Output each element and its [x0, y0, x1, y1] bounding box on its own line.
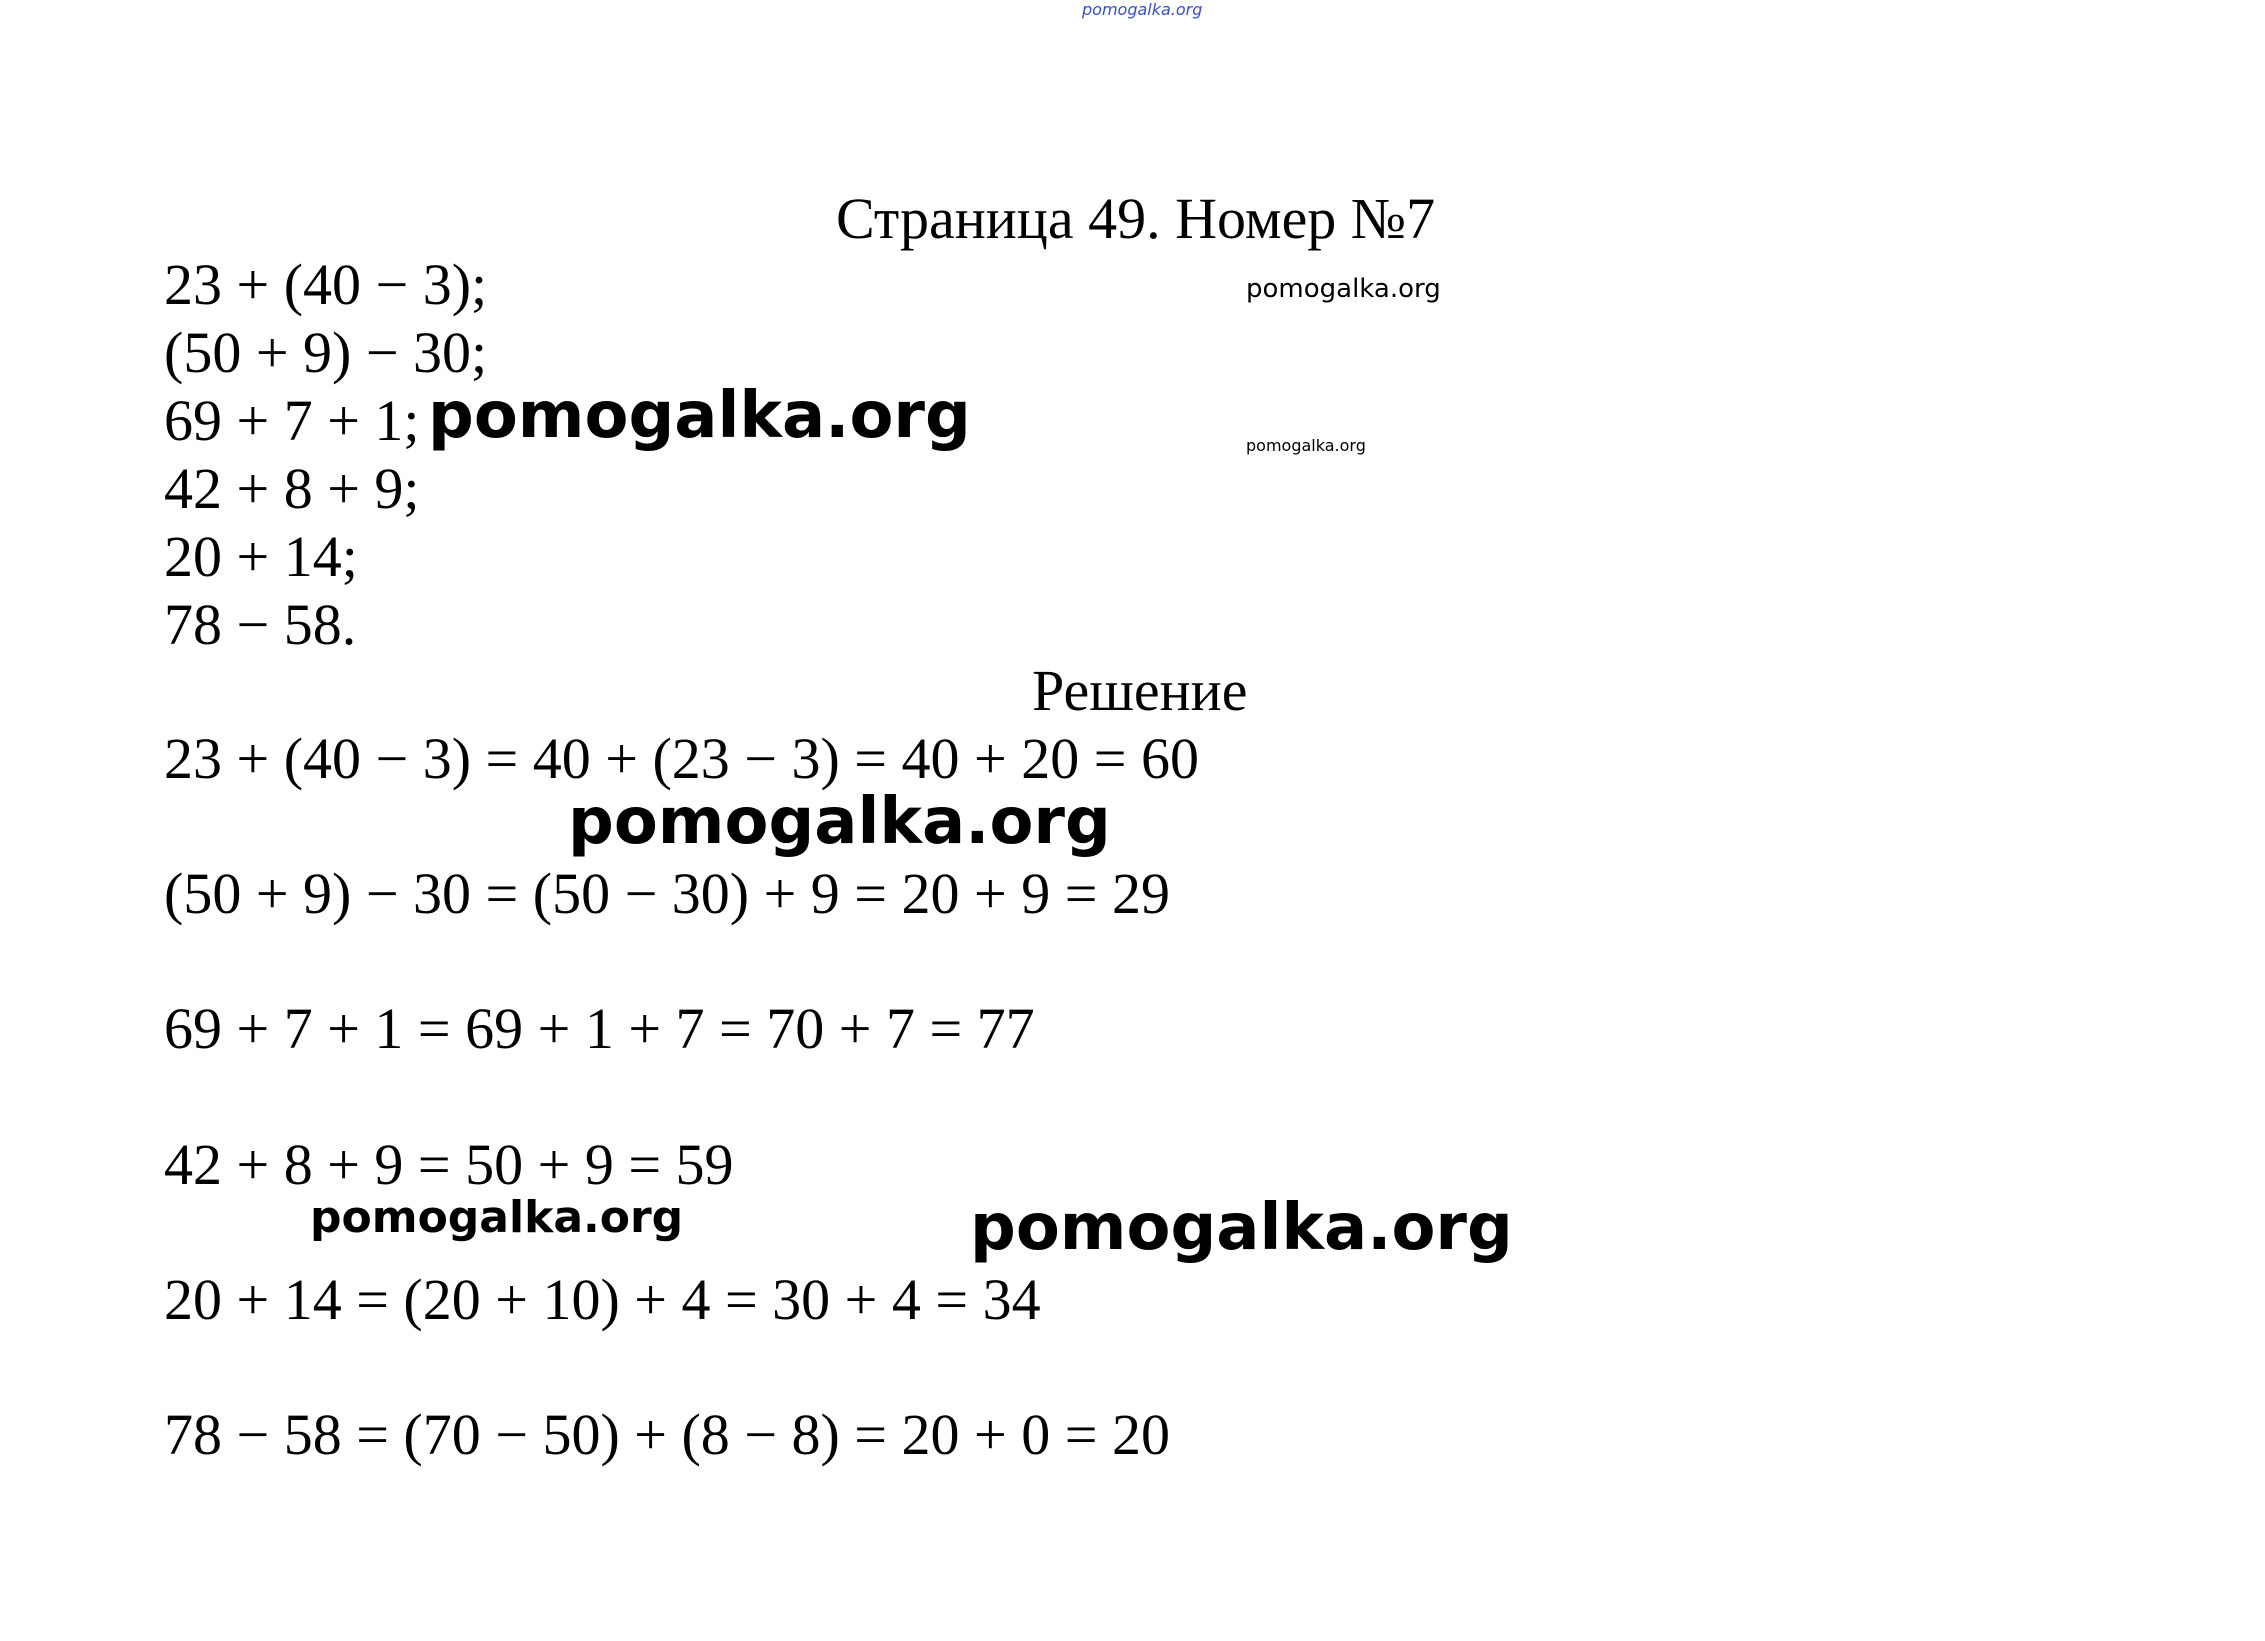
watermark-top: pomogalka.org — [1082, 0, 1203, 19]
watermark-tiny-right: pomogalka.org — [1246, 436, 1366, 455]
task-line-4: 42 + 8 + 9; — [164, 456, 420, 521]
solution-line-6: 78 − 58 = (70 − 50) + (8 − 8) = 20 + 0 = 20 — [164, 1402, 1170, 1467]
solution-line-1: 23 + (40 − 3) = 40 + (23 − 3) = 40 + 20 = 60 — [164, 726, 1199, 791]
watermark-large-1: pomogalka.org — [428, 379, 971, 453]
solution-heading: Решение — [1032, 658, 1248, 723]
watermark-medium-left: pomogalka.org — [310, 1192, 684, 1243]
page-title: Страница 49. Номер №7 — [836, 186, 1436, 251]
watermark-large-3: pomogalka.org — [970, 1191, 1513, 1265]
task-line-5: 20 + 14; — [164, 524, 358, 589]
solution-line-3: 69 + 7 + 1 = 69 + 1 + 7 = 70 + 7 = 77 — [164, 996, 1035, 1061]
solution-line-2: (50 + 9) − 30 = (50 − 30) + 9 = 20 + 9 = 29 — [164, 861, 1170, 926]
solution-line-5: 20 + 14 = (20 + 10) + 4 = 30 + 4 = 34 — [164, 1267, 1041, 1332]
watermark-large-2: pomogalka.org — [568, 785, 1111, 859]
task-line-6: 78 − 58. — [164, 592, 357, 657]
watermark-small-right: pomogalka.org — [1246, 274, 1441, 304]
task-line-2: (50 + 9) − 30; — [164, 320, 488, 385]
solution-line-4: 42 + 8 + 9 = 50 + 9 = 59 — [164, 1132, 734, 1197]
task-line-3: 69 + 7 + 1; — [164, 388, 420, 453]
task-line-1: 23 + (40 − 3); — [164, 252, 488, 317]
